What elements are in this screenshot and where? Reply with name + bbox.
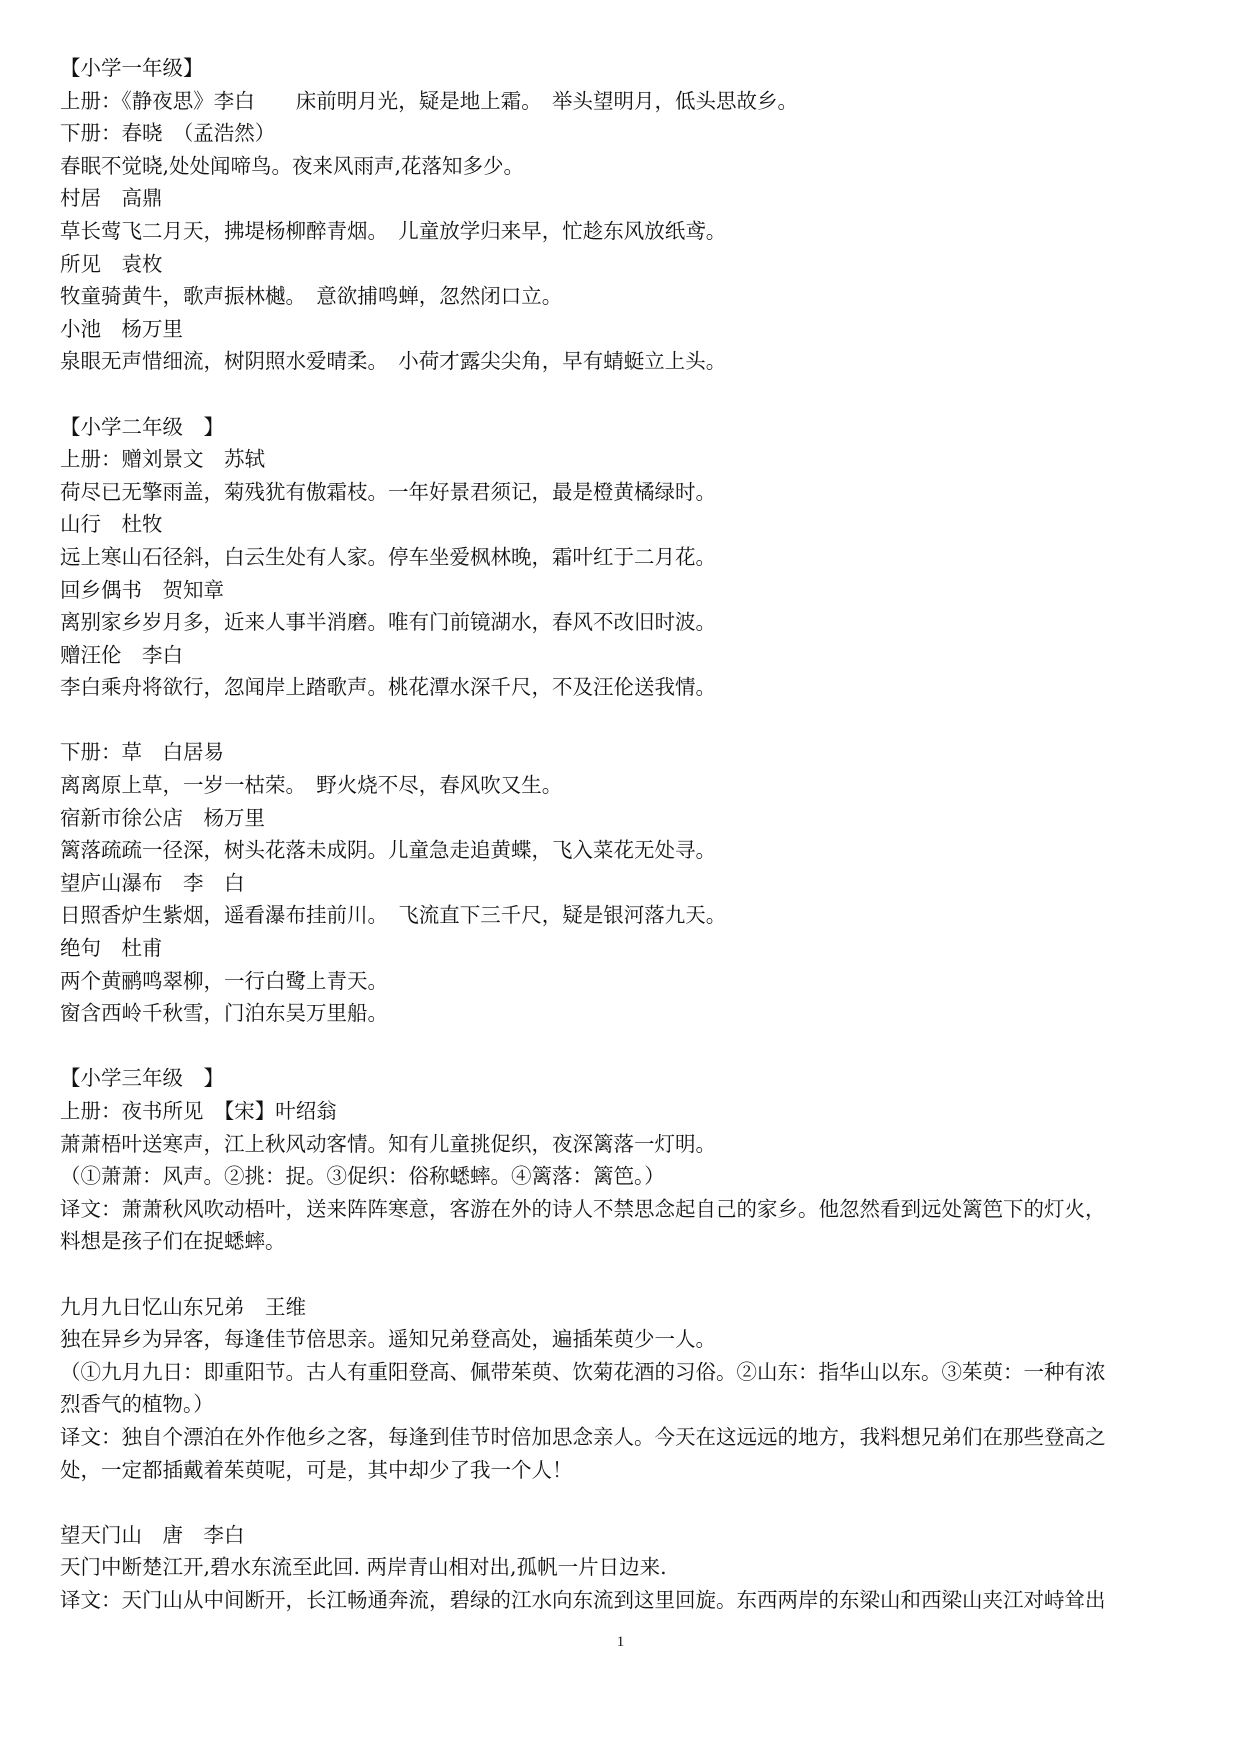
document-body xyxy=(60,52,1190,1617)
poem-text: 日照香炉生紫烟，遥看瀑布挂前川。 飞流直下三千尺，疑是银河落九天。 xyxy=(60,903,727,928)
poem-title: 所见 袁枚 xyxy=(60,251,163,276)
poem-title: 上册：夜书所见 【宋】叶绍翁 xyxy=(60,1099,337,1123)
translation-text: 译文：天门山从中间断开，长江畅通奔流，碧绿的江水向东流到这里回旋。东西两岸的东梁山和西梁山夹江对峙耸出 xyxy=(60,1587,1106,1612)
poem-notes: （①萧萧：风声。②挑：捉。③促织：俗称蟋蟀。④篱落：篱笆。） xyxy=(60,1164,665,1189)
poem-text: 窗含西岭千秋雪，门泊东吴万里船。 xyxy=(60,1001,388,1026)
poem-title: 上册：赠刘景文 苏轼 xyxy=(60,447,265,472)
translation-text: 处，一定都插戴着茱萸呢，可是，其中却少了我一个人！ xyxy=(60,1457,573,1482)
poem-text: 篱落疏疏一径深，树头花落未成阴。儿童急走追黄蝶，飞入菜花无处寻。 xyxy=(60,838,716,863)
translation-text: 料想是孩子们在捉蟋蟀。 xyxy=(60,1229,286,1254)
poem-title: 宿新市徐公店 杨万里 xyxy=(60,805,265,830)
poem-text: 荷尽已无擎雨盖，菊残犹有傲霜枝。一年好景君须记，最是橙黄橘绿时。 xyxy=(60,479,716,504)
translation-text: 译文：独自个漂泊在外作他乡之客，每逢到佳节时倍加思念亲人。今天在这远远的地方，我料想兄弟们在那些登高之 xyxy=(60,1424,1106,1449)
blank-line xyxy=(60,704,1190,737)
poem-title: 山行 杜牧 xyxy=(60,512,163,537)
poem-notes: 烈香气的植物。） xyxy=(60,1392,214,1417)
blank-line xyxy=(60,1486,1190,1519)
poem-text: 草长莺飞二月天，拂堤杨柳醉青烟。 儿童放学归来早，忙趁东风放纸鸢。 xyxy=(60,218,727,243)
poem-notes: （①九月九日：即重阳节。古人有重阳登高、佩带茱萸、饮菊花酒的习俗。②山东：指华山以东。③茱萸：一种有浓 xyxy=(60,1359,1106,1384)
poem-title: 下册：春晓 （孟浩然） xyxy=(60,121,276,146)
poem-text: 独在异乡为异客，每逢佳节倍思亲。遥知兄弟登高处，遍插茱萸少一人。 xyxy=(60,1327,716,1352)
poem-title: 小池 杨万里 xyxy=(60,316,183,341)
blank-line xyxy=(60,378,1190,411)
poem-title: 九月九日忆山东兄弟 王维 xyxy=(60,1294,306,1319)
blank-line xyxy=(60,1030,1190,1063)
poem-title: 望天门山 唐 李白 xyxy=(60,1522,245,1547)
poem-text: 牧童骑黄牛，歌声振林樾。 意欲捕鸣蝉，忽然闭口立。 xyxy=(60,284,563,309)
poem-text: 泉眼无声惜细流，树阴照水爱晴柔。 小荷才露尖尖角，早有蜻蜓立上头。 xyxy=(60,349,727,374)
poem-text: 离离原上草，一岁一枯荣。 野火烧不尽，春风吹又生。 xyxy=(60,773,563,798)
poem-title: 望庐山瀑布 李 白 xyxy=(60,870,245,895)
poem-title: 回乡偶书 贺知章 xyxy=(60,577,224,602)
grade-heading: 【小学二年级 】 xyxy=(60,414,224,439)
grade-heading: 【小学三年级 】 xyxy=(60,1066,224,1091)
poem-text: 离别家乡岁月多，近来人事半消磨。唯有门前镜湖水，春风不改旧时波。 xyxy=(60,610,716,635)
poem-text: 远上寒山石径斜，白云生处有人家。停车坐爱枫林晚，霜叶红于二月花。 xyxy=(60,544,716,569)
poem-text: 李白乘舟将欲行，忽闻岸上踏歌声。桃花潭水深千尺，不及汪伦送我情。 xyxy=(60,675,716,700)
grade-heading: 【小学一年级】 xyxy=(60,56,204,80)
poem-title: 村居 高鼎 xyxy=(60,186,163,211)
text-line: 上册：《静夜思》李白 床前明月光，疑是地上霜。 举头望明月，低头思故乡。 xyxy=(60,88,798,113)
poem-title: 绝句 杜甫 xyxy=(60,936,163,961)
poem-text: 两个黄鹂鸣翠柳，一行白鹭上青天。 xyxy=(60,968,388,993)
poem-text: 萧萧梧叶送寒声，江上秋风动客情。知有儿童挑促织，夜深篱落一灯明。 xyxy=(60,1131,716,1156)
page-number: 1 xyxy=(616,1634,625,1650)
poem-text: 春眠不觉晓,处处闻啼鸟。夜来风雨声,花落知多少。 xyxy=(60,153,525,178)
poem-title: 赠汪伦 李白 xyxy=(60,642,183,667)
translation-text: 译文：萧萧秋风吹动梧叶，送来阵阵寒意，客游在外的诗人不禁思念起自己的家乡。他忽然看到远处篱笆下的灯火， xyxy=(60,1196,1106,1221)
poem-text: 天门中断楚江开,碧水东流至此回. 两岸青山相对出,孤帆一片日边来. xyxy=(60,1555,667,1580)
blank-line xyxy=(60,1258,1190,1291)
poem-title: 下册：草 白居易 xyxy=(60,740,224,765)
